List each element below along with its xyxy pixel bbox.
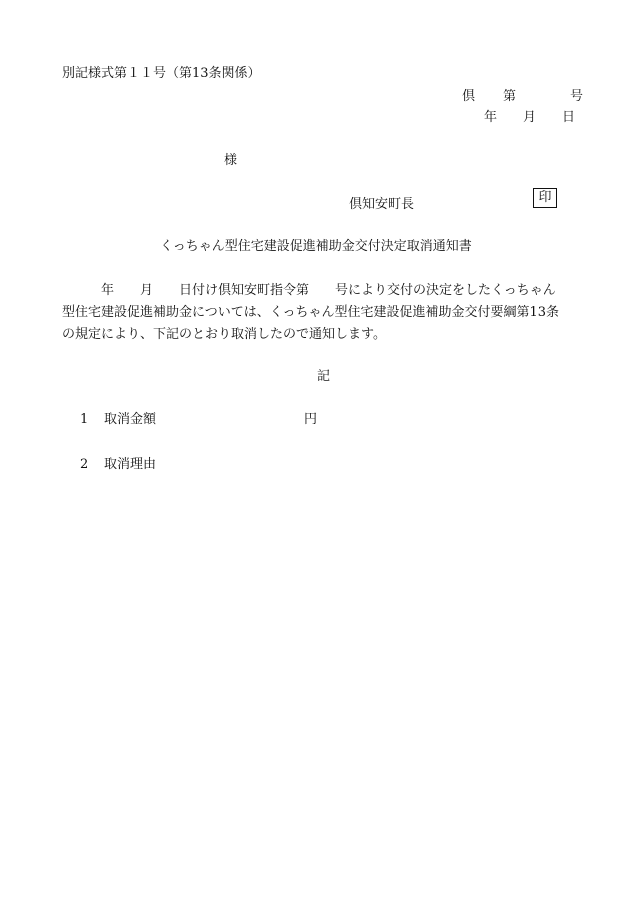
body-line: 型住宅建設促進補助金については、くっちゃん型住宅建設促進補助金交付要綱第13条 [62, 305, 560, 320]
item-label: 取消金額 [104, 412, 157, 427]
ki-heading: 記 [317, 369, 331, 384]
seal-stamp-box: 印 [533, 188, 557, 208]
issue-date [484, 110, 575, 126]
item-number: 2 [80, 457, 89, 472]
list-item [80, 457, 156, 473]
reference-number [462, 89, 583, 105]
body-line: の規定により、下記のとおり取消したので通知します。 [62, 327, 386, 342]
list-item [80, 412, 317, 428]
body-line: 年 月 日付け倶知安町指令第 号により交付の決定をしたくっちゃん [62, 283, 556, 298]
sender: 倶知安町長 [349, 197, 415, 212]
item-unit: 円 [304, 412, 318, 427]
reference-prefix: 倶 [461, 89, 475, 104]
addressee: 様 [224, 153, 238, 168]
item-number: 1 [80, 412, 89, 427]
reference-mid: 第 [502, 89, 516, 104]
document-title: くっちゃん型住宅建設促進補助金交付決定取消通知書 [160, 239, 472, 254]
body-paragraph [62, 280, 582, 346]
form-label: 別記様式第１１号（第13条関係） [62, 66, 261, 81]
date-month: 月 [522, 110, 536, 125]
date-day: 日 [561, 110, 575, 125]
item-label: 取消理由 [104, 457, 157, 472]
date-year: 年 [483, 110, 497, 125]
reference-suffix: 号 [569, 89, 583, 104]
